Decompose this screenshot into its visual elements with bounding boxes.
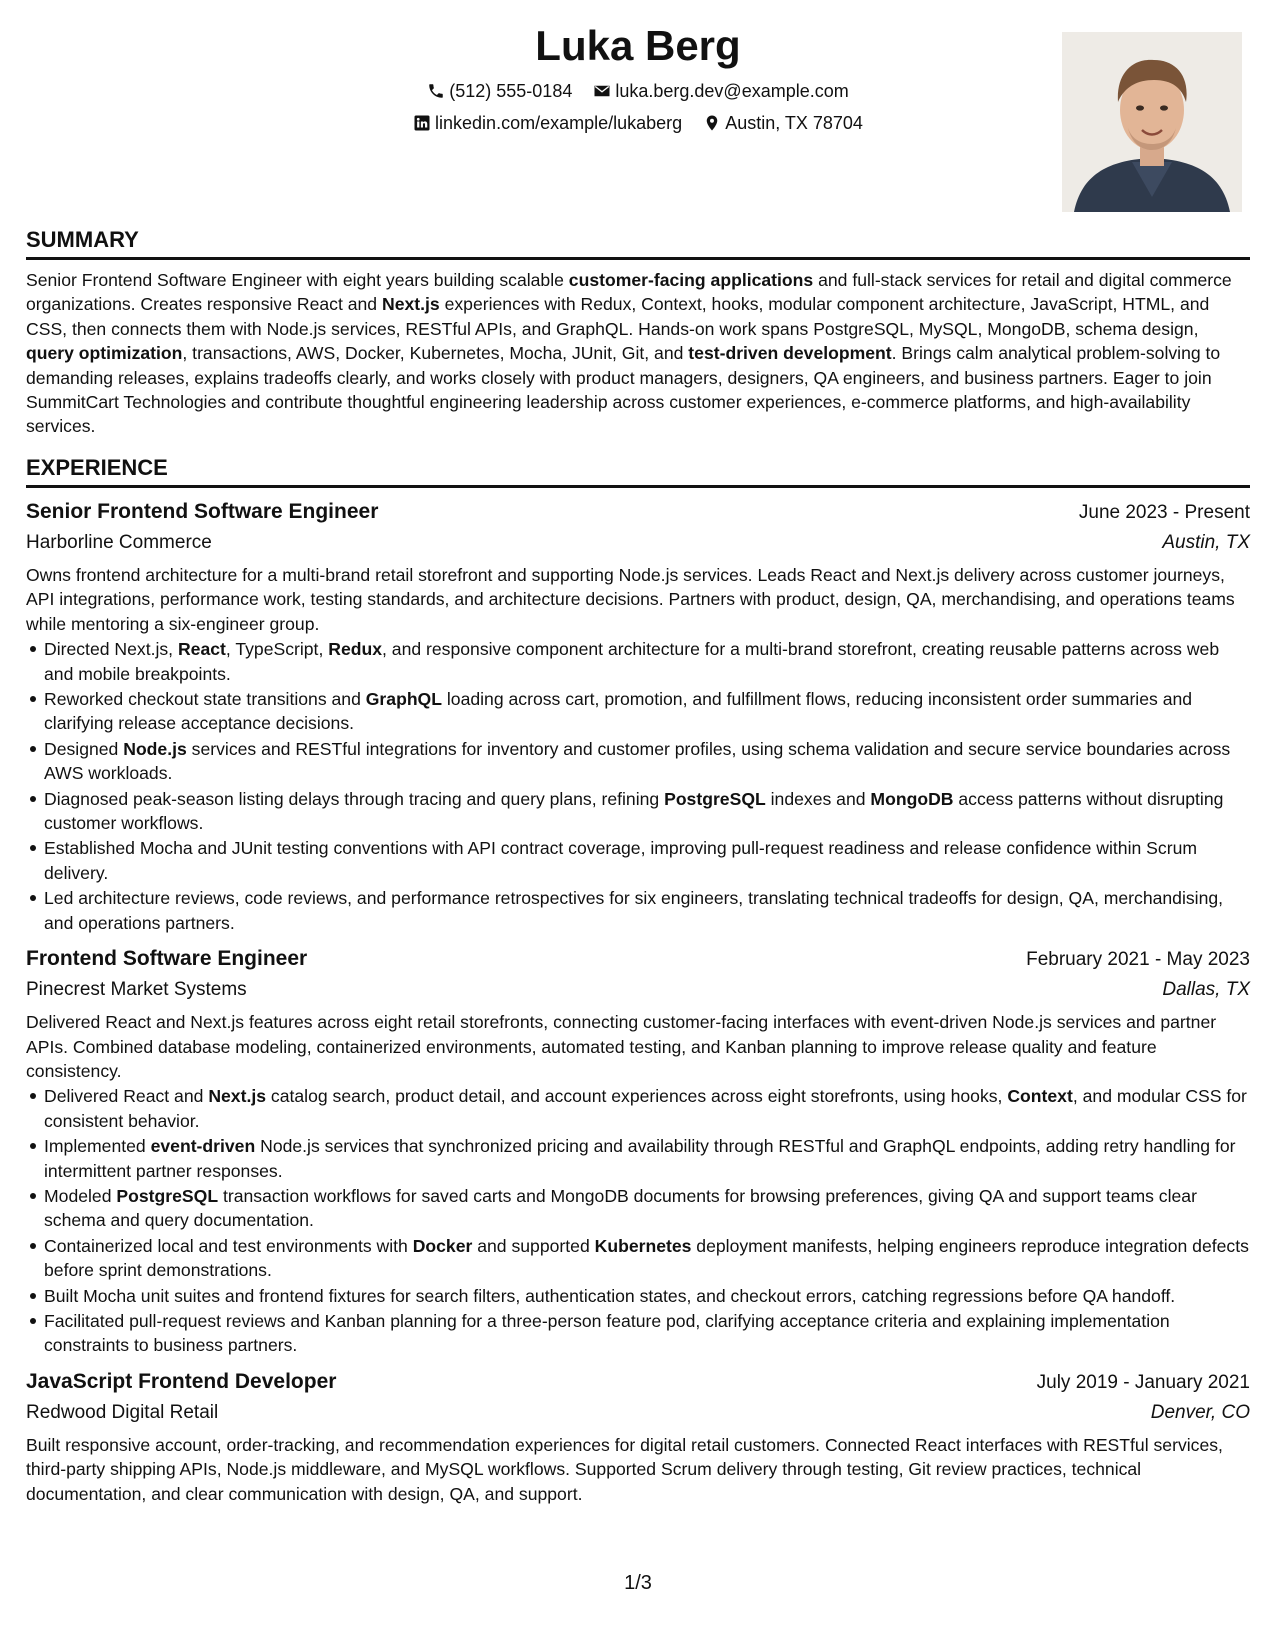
envelope-icon bbox=[593, 82, 611, 100]
profile-photo bbox=[1062, 32, 1242, 212]
job-entry bbox=[26, 498, 1250, 935]
list-item: Established Mocha and JUnit testing conventions with API contract coverage, improving pull-request readiness and release confidence within Scrum delivery. bbox=[44, 836, 1250, 885]
job-location: Dallas, TX bbox=[1162, 979, 1250, 1001]
bold-keyword: Context bbox=[1007, 1086, 1073, 1107]
section-title-summary: SUMMARY bbox=[26, 226, 1250, 260]
location-text: Austin, TX 78704 bbox=[725, 113, 863, 133]
list-item: Delivered React and Next.js catalog search, product detail, and account experiences across eight storefronts, using hooks, Context, and modular CSS for consistent behavior. bbox=[44, 1084, 1250, 1133]
job-company: Harborline Commerce bbox=[26, 532, 212, 553]
job-title: Senior Frontend Software Engineer bbox=[26, 500, 379, 523]
job-title: JavaScript Frontend Developer bbox=[26, 1369, 337, 1393]
bold-keyword: Redux bbox=[328, 639, 383, 660]
map-pin-icon bbox=[703, 114, 721, 132]
email-text: luka.berg.dev@example.com bbox=[615, 81, 849, 101]
job-entry bbox=[26, 945, 1250, 1358]
phone-text: (512) 555-0184 bbox=[449, 81, 573, 101]
resume-header bbox=[26, 0, 1250, 222]
job-description: Owns frontend architecture for a multi-brand retail storefront and supporting Node.js services. Leads React and Next.js delivery across customer journeys, API integrations, performance work, testing standards, and architecture decisions. Partners with product, design, QA, merchandising, and operations teams while mentoring a six-engineer group. bbox=[26, 565, 1235, 634]
bold-keyword: Next.js bbox=[208, 1086, 267, 1107]
bold-keyword: Kubernetes bbox=[594, 1235, 692, 1256]
list-item: Led architecture reviews, code reviews, and performance retrospectives for six engineers, translating technical tradeoffs for design, QA, merchandising, and operations partners. bbox=[44, 886, 1250, 935]
bold-keyword: GraphQL bbox=[365, 689, 442, 710]
list-item: Implemented event-driven Node.js services that synchronized pricing and availability through RESTful and GraphQL endpoints, adding retry handling for intermittent partner responses. bbox=[44, 1134, 1250, 1183]
bold-keyword: PostgreSQL bbox=[116, 1185, 219, 1206]
list-item: Reworked checkout state transitions and GraphQL loading across cart, promotion, and fulfillment flows, reducing inconsistent order summaries and clarifying release acceptance decisions. bbox=[44, 687, 1250, 736]
contact-phone bbox=[427, 78, 572, 104]
bold-keyword: Docker bbox=[412, 1235, 473, 1256]
phone-icon bbox=[427, 82, 445, 100]
experience-section bbox=[26, 454, 1250, 1506]
bold-keyword: Next.js bbox=[381, 294, 440, 315]
resume-page bbox=[26, 0, 1250, 1650]
list-item: Designed Node.js services and RESTful integrations for inventory and customer profiles, using schema validation and secure service boundaries across AWS workloads. bbox=[44, 737, 1250, 786]
list-item: Diagnosed peak-season listing delays through tracing and query plans, refining PostgreSQL indexes and MongoDB access patterns without disrupting customer workflows. bbox=[44, 787, 1250, 836]
summary-section bbox=[26, 226, 1250, 439]
section-title-experience: EXPERIENCE bbox=[26, 454, 1250, 488]
job-bullets bbox=[26, 1084, 1250, 1357]
list-item: Containerized local and test environments with Docker and supported Kubernetes deployment manifests, helping engineers reproduce integration defects before sprint demonstrations. bbox=[44, 1234, 1250, 1283]
bold-keyword: customer-facing applications bbox=[568, 270, 814, 290]
job-company: Redwood Digital Retail bbox=[26, 1401, 219, 1423]
job-title: Frontend Software Engineer bbox=[26, 947, 308, 971]
linkedin-text: linkedin.com/example/lukaberg bbox=[435, 113, 683, 133]
contact-location bbox=[703, 110, 863, 136]
job-dates: February 2021 - May 2023 bbox=[1026, 949, 1250, 971]
list-item: Directed Next.js, React, TypeScript, Redux, and responsive component architecture for a multi-brand storefront, creating reusable patterns across web and mobile breakpoints. bbox=[44, 637, 1250, 686]
bold-keyword: event-driven bbox=[150, 1136, 256, 1157]
bold-keyword: test-driven development bbox=[688, 343, 892, 364]
job-location: Austin, TX bbox=[1162, 532, 1250, 553]
bold-keyword: query optimization bbox=[26, 343, 183, 364]
job-bullets bbox=[26, 637, 1250, 935]
job-location: Denver, CO bbox=[1150, 1401, 1250, 1423]
list-item: Facilitated pull-request reviews and Kanban planning for a three-person feature pod, clarifying acceptance criteria and explaining implementation constraints to business partners. bbox=[44, 1309, 1250, 1358]
job-dates: June 2023 - Present bbox=[1078, 502, 1250, 523]
summary-text: Senior Frontend Software Engineer with eight years building scalable customer-facing applications and full-stack services for retail and digital commerce organizations. Creates responsive React and Next.js experiences with Redux, Context, hooks, modular component architecture, JavaScript, HTML, and CSS, then connects them with Node.js services, RESTful APIs, and GraphQL. Hands-on work spans PostgreSQL, MySQL, MongoDB, schema design, query optimization, transactions, AWS, Docker, Kubernetes, Mocha, JUnit, Git, and test-driven development. Brings calm analytical problem-solving to demanding releases, explains tradeoffs clearly, and works closely with product managers, designers, QA engineers, and business partners. Eager to join SummitCart Technologies and contribute thoughtful engineering leadership across customer experiences, e-commerce platforms, and high-availability services. bbox=[26, 270, 1232, 437]
bold-keyword: MongoDB bbox=[870, 788, 954, 809]
list-item: Built Mocha unit suites and frontend fixtures for search filters, authentication states, and checkout errors, catching regressions before QA handoff. bbox=[44, 1284, 1250, 1308]
linkedin-icon bbox=[413, 114, 431, 132]
job-company: Pinecrest Market Systems bbox=[26, 979, 247, 1001]
bold-keyword: React bbox=[177, 639, 226, 660]
contact-email[interactable] bbox=[593, 78, 848, 104]
job-entry bbox=[26, 1368, 1250, 1506]
job-description: Built responsive account, order-tracking, and recommendation experiences for digital retail customers. Connected React interfaces with RESTful services, third-party shipping APIs, Node.js middleware, and MySQL workflows. Supported Scrum delivery through testing, Git review practices, technical documentation, and clear communication with design, QA, and support. bbox=[26, 1434, 1223, 1504]
candidate-name: Luka Berg bbox=[535, 22, 741, 69]
job-description: Delivered React and Next.js features across eight retail storefronts, connecting customer-facing interfaces with event-driven Node.js services and partner APIs. Combined database modeling, containerized environments, automated testing, and Kanban planning to improve release quality and feature consistency. bbox=[26, 1012, 1217, 1081]
bold-keyword: Node.js bbox=[123, 738, 187, 759]
list-item: Modeled PostgreSQL transaction workflows for saved carts and MongoDB documents for browsing preferences, giving QA and support teams clear schema and query documentation. bbox=[44, 1184, 1250, 1233]
bold-keyword: PostgreSQL bbox=[664, 788, 766, 809]
contact-linkedin[interactable] bbox=[413, 110, 682, 136]
page-number: 1/3 bbox=[624, 1572, 652, 1594]
job-dates: July 2019 - January 2021 bbox=[1036, 1371, 1250, 1393]
